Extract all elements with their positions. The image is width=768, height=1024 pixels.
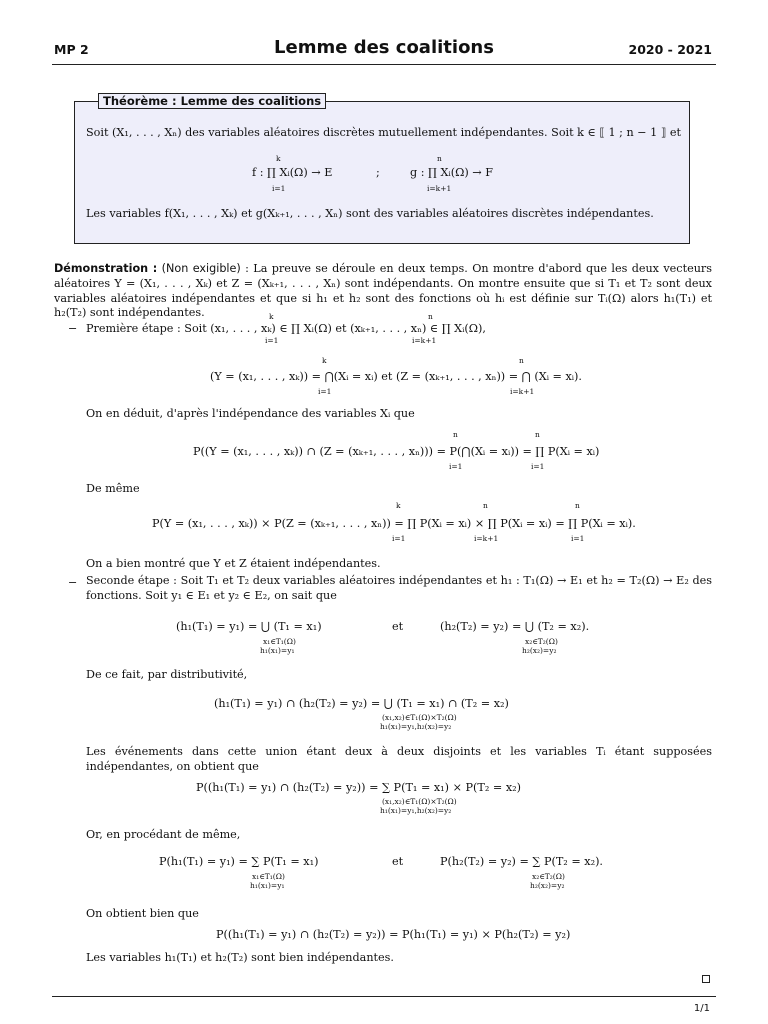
equation-2: P((Y = (x₁, . . . , xₖ)) ∩ (Z = (xₖ₊₁, . . . , xₙ))) = P(⋂(Xᵢ = xᵢ)) = ∏ P(Xᵢ = xᵢ) [193, 445, 600, 458]
theorem-conclusion: Les variables f(X₁, . . . , Xₖ) et g(Xₖ₊₁, . . . , Xₙ) sont des variables aléatoires discrètes indépendantes. [86, 207, 654, 220]
eq4a-sub1: x₁∈T₁(Ω) [263, 637, 296, 646]
step1-deduce: On en déduit, d'après l'indépendance des variables Xᵢ que [86, 407, 415, 420]
equation-3: P(Y = (x₁, . . . , xₖ)) × P(Z = (xₖ₊₁, . . . , xₙ)) = ∏ P(Xᵢ = xᵢ) × ∏ P(Xᵢ = xᵢ) = ∏ P(Xᵢ = xᵢ). [152, 517, 636, 530]
eq6-sub1: (x₁,x₂)∈T₁(Ω)×T₂(Ω) [382, 797, 457, 806]
eq4a-sub2: h₁(x₁)=y₁ [260, 646, 295, 655]
step1-conclusion: On a bien montré que Y et Z étaient indépendantes. [86, 557, 381, 570]
equation-4-and: et [392, 620, 404, 633]
equation-1: (Y = (x₁, . . . , xₖ)) = ⋂(Xᵢ = xᵢ) et (Z = (xₖ₊₁, . . . , xₙ)) = ⋂ (Xᵢ = xᵢ). [210, 370, 582, 383]
equation-5: (h₁(T₁) = y₁) ∩ (h₂(T₂) = y₂) = ⋃ (T₁ = x₁) ∩ (T₂ = x₂) [214, 697, 509, 710]
step1-prod2-bottom: i=k+1 [412, 336, 437, 345]
g-prod-bottom: i=k+1 [427, 184, 452, 193]
step1-prod1-bottom: i=1 [265, 336, 279, 345]
eq7a-sub2: h₁(x₁)=y₁ [250, 881, 285, 890]
f-prod-top: k [276, 154, 281, 163]
f-prod-bottom: i=1 [272, 184, 286, 193]
g-prod-top: n [437, 154, 442, 163]
step2-events: Les événements dans cette union étant deux à deux disjoints et les variables Tᵢ étant supposées indépendantes, on obtient que [86, 745, 712, 773]
step1-prod1-top: k [269, 312, 274, 321]
equation-8: P((h₁(T₁) = y₁) ∩ (h₂(T₂) = y₂)) = P(h₁(T₁) = y₁) × P(h₂(T₂) = y₂) [216, 928, 571, 941]
step2-intro: Seconde étape : Soit T₁ et T₂ deux variables aléatoires indépendantes et h₁ : T₁(Ω) → E₁ et h₂ = T₂(Ω) → E₂ des fonctions. Soit y₁ ∈ E₁ et y₂ ∈ E₂, on sait que [86, 574, 712, 602]
separator: ; [376, 166, 380, 179]
step2-obtain: On obtient bien que [86, 907, 199, 920]
demonstration-intro [54, 262, 712, 321]
eq7b-sub1: x₂∈T₂(Ω) [532, 872, 565, 881]
eq6-sub2: h₁(x₁)=y₁,h₂(x₂)=y₂ [380, 806, 452, 815]
eq5-sub2: h₁(x₁)=y₁,h₂(x₂)=y₂ [380, 722, 452, 731]
eq1-cap-bottom: i=1 [318, 387, 332, 396]
eq2-cap-top: n [453, 430, 458, 439]
header-rule [52, 64, 716, 65]
theorem-box [74, 101, 690, 244]
eq7a-sub1: x₁∈T₁(Ω) [252, 872, 285, 881]
step1-bullet: − [68, 322, 78, 335]
step2-bullet: − [68, 576, 78, 589]
eq2-cap-bottom: i=1 [449, 462, 463, 471]
equation-7b: P(h₂(T₂) = y₂) = ∑ P(T₂ = x₂). [440, 855, 603, 868]
eq7b-sub2: h₂(x₂)=y₂ [530, 881, 565, 890]
header-class: MP 2 [54, 42, 89, 57]
eq3-top1: k [396, 501, 401, 510]
footer-rule [52, 996, 716, 997]
f-definition: f : ∏ Xᵢ(Ω) → E [252, 166, 333, 179]
demonstration-label: Démonstration : [54, 262, 158, 275]
eq1-cap2-top: n [519, 356, 524, 365]
step2-distributivity: De ce fait, par distributivité, [86, 668, 248, 681]
page-number: 1/1 [693, 1003, 710, 1014]
eq5-sub1: (x₁,x₂)∈T₁(Ω)×T₂(Ω) [382, 713, 457, 722]
equation-7a: P(h₁(T₁) = y₁) = ∑ P(T₁ = x₁) [159, 855, 319, 868]
equation-7-and: et [392, 855, 404, 868]
equation-4a: (h₁(T₁) = y₁) = ⋃ (T₁ = x₁) [176, 620, 322, 633]
qed-square-icon [702, 975, 710, 983]
equation-6: P((h₁(T₁) = y₁) ∩ (h₂(T₂) = y₂)) = ∑ P(T₁ = x₁) × P(T₂ = x₂) [196, 781, 522, 794]
equation-4b: (h₂(T₂) = y₂) = ⋃ (T₂ = x₂). [440, 620, 590, 633]
eq3-top2: n [483, 501, 488, 510]
eq1-cap-top: k [322, 356, 327, 365]
theorem-statement: Soit (X₁, . . . , Xₙ) des variables aléatoires discrètes mutuellement indépendantes. Soit k ∈ ⟦ 1 ; n − 1 ⟧ et [86, 126, 682, 139]
step1-likewise: De même [86, 482, 140, 495]
eq3-bot3: i=1 [571, 534, 585, 543]
eq2-prod-bottom: i=1 [531, 462, 545, 471]
step2-same: Or, en procédant de même, [86, 828, 241, 841]
step2-conclusion: Les variables h₁(T₁) et h₂(T₂) sont bien indépendantes. [86, 951, 394, 964]
demonstration-text: : La preuve se déroule en deux temps. On montre d'abord que les deux vecteurs aléatoires Y = (X₁, . . . , Xₖ) et Z = (Xₖ₊₁, . . . , Xₙ) sont indépendants. On montre ensuite que si T₁ et T₂ sont deux variables aléatoires indépendantes et que si h₁ et h₂ sont des fonctions où hᵢ est définie sur Tᵢ(Ω) alors h₁(T₁) et h₂(T₂) sont indépendantes. [54, 262, 712, 320]
demonstration-note: (Non exigible) [161, 262, 241, 275]
header-year: 2020 - 2021 [628, 42, 712, 57]
g-definition: g : ∏ Xᵢ(Ω) → F [410, 166, 493, 179]
eq3-bot2: i=k+1 [474, 534, 499, 543]
eq4b-sub2: h₂(x₂)=y₂ [522, 646, 557, 655]
eq3-bot1: i=1 [392, 534, 406, 543]
eq2-prod-top: n [535, 430, 540, 439]
step1-intro: Première étape : Soit (x₁, . . . , xₖ) ∈ ∏ Xᵢ(Ω) et (xₖ₊₁, . . . , xₙ) ∈ ∏ Xᵢ(Ω), [86, 322, 486, 335]
page-title: Lemme des coalitions [274, 37, 494, 58]
eq4b-sub1: x₂∈T₂(Ω) [525, 637, 558, 646]
step1-prod2-top: n [428, 312, 433, 321]
eq3-top3: n [575, 501, 580, 510]
theorem-label: Théorème : Lemme des coalitions [98, 93, 326, 109]
eq1-cap2-bottom: i=k+1 [510, 387, 535, 396]
